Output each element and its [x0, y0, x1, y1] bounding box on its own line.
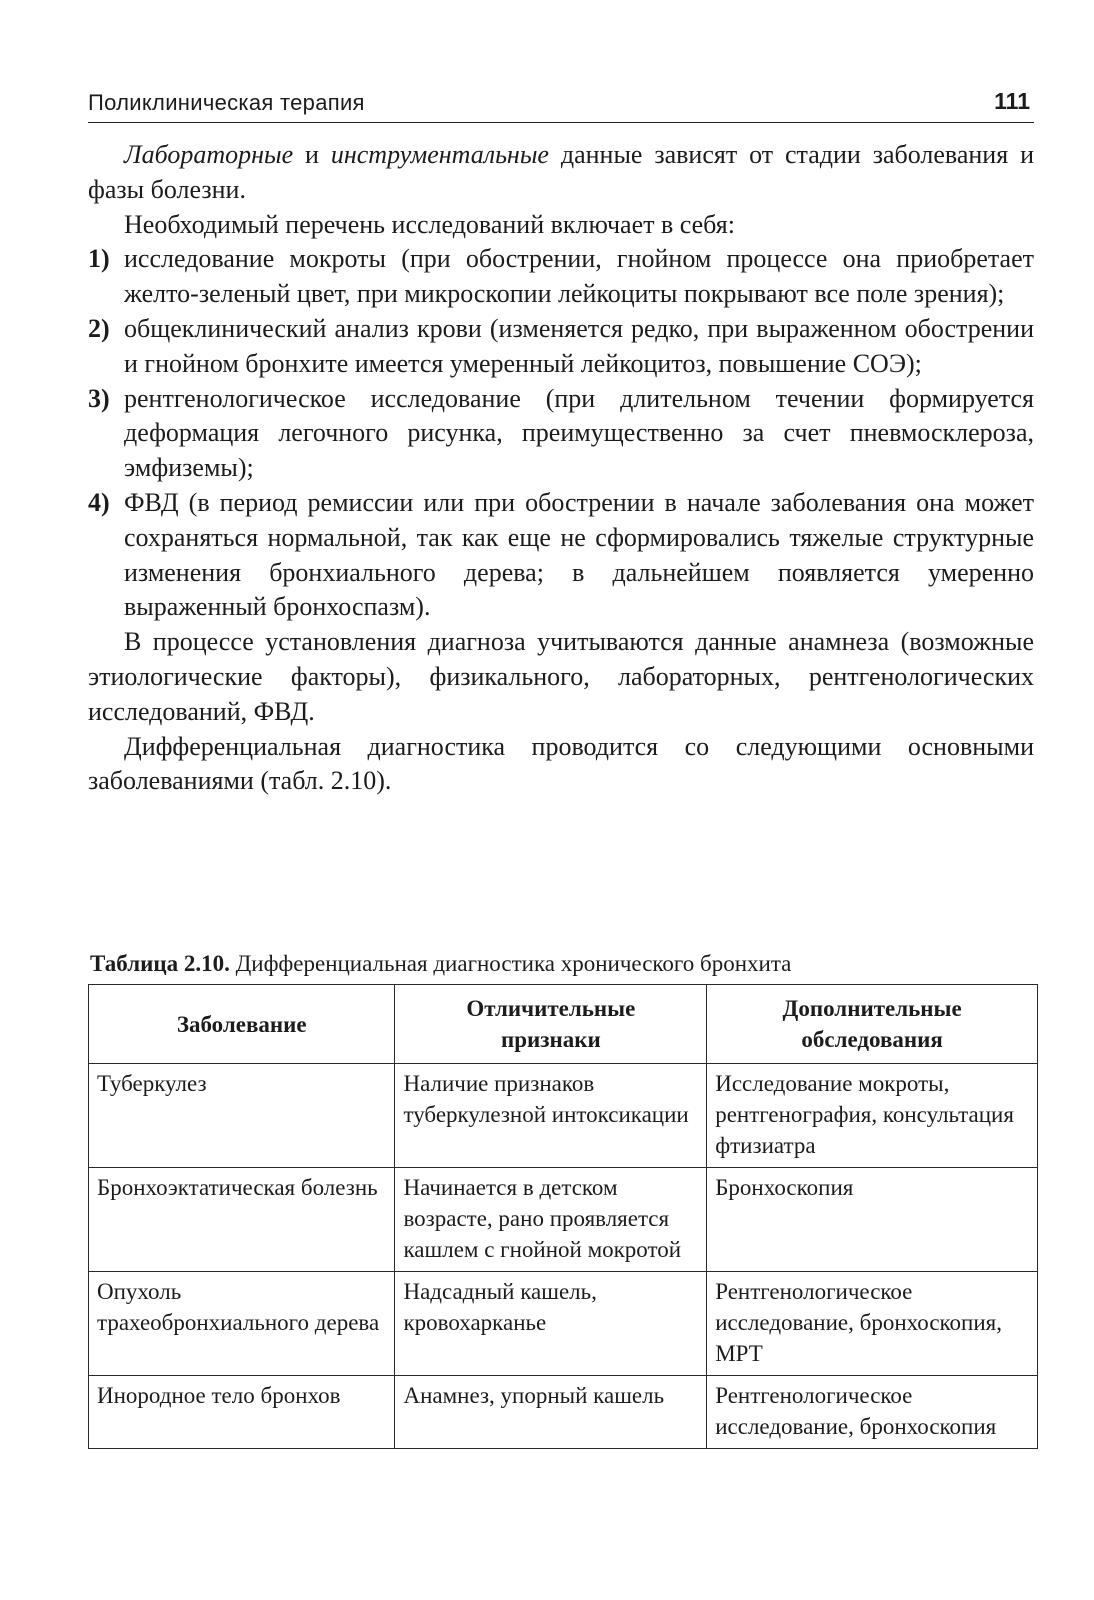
list-intro: Необходимый перечень исследований включает в себя:: [124, 209, 735, 239]
intro-and: и: [293, 140, 331, 169]
header-distinctive-signs: Отличительные признаки: [395, 985, 707, 1064]
disease-cell: Туберкулез: [89, 1064, 395, 1168]
running-title: Поликлиническая терапия: [88, 90, 365, 115]
intro-rest: данные зависят от стадии заболевания и фазы болезни.: [88, 140, 1034, 204]
table-row: [89, 1064, 1038, 1168]
signs-cell: Наличие признаков туберкулезной интоксикации: [395, 1064, 707, 1168]
investigation-list: [88, 242, 1034, 625]
table-row: [89, 1272, 1038, 1376]
disease-cell: Инородное тело бронхов: [89, 1376, 395, 1449]
differential-paragraph: Дифференциальная диагностика проводится со следующими основными заболеваниями (табл. 2.10).: [88, 731, 1034, 796]
exams-cell: Исследование мокроты, рентгенография, консультация фтизиатра: [707, 1064, 1038, 1168]
intro-italic-lab: Лабораторные: [124, 140, 294, 169]
list-text: рентгенологическое исследование (при длительном течении формируется деформация легочного рисунка, преимущественно за счет пневмосклероза, эмфиземы);: [124, 383, 1034, 483]
list-text: общеклинический анализ крови (изменяется редко, при выраженном обострении и гнойном бронхите имеется умеренный лейкоцитоз, повышение СОЭ);: [124, 313, 1034, 378]
intro-italic-instr: инструментальные: [330, 140, 549, 169]
list-number: 4): [88, 487, 110, 517]
exams-cell: Рентгенологическое исследование, бронхоскопия, МРТ: [707, 1272, 1038, 1376]
list-number: 3): [88, 383, 110, 413]
signs-cell: Анамнез, упорный кашель: [395, 1376, 707, 1449]
intro-paragraph: [88, 138, 1034, 208]
page-header: [88, 88, 1034, 123]
table-caption: [90, 950, 1034, 978]
list-item: [88, 382, 1034, 486]
table-row: [89, 1168, 1038, 1272]
body-text: [88, 138, 1034, 799]
header-additional-exams: Дополнительные обследования: [707, 985, 1038, 1064]
diagnosis-paragraph: В процессе установления диагноза учитываются данные анамнеза (возможные этиологические факторы), физикального, лабораторных, рентгенологических исследований, ФВД.: [88, 627, 1034, 726]
table-caption-label: Таблица 2.10.: [90, 951, 230, 976]
list-item: [88, 312, 1034, 382]
page-number: 111: [994, 88, 1030, 114]
list-number: 2): [88, 313, 110, 343]
exams-cell: Рентгенологическое исследование, бронхоскопия: [707, 1376, 1038, 1449]
disease-cell: Бронхоэктатическая болезнь: [89, 1168, 395, 1272]
list-text: исследование мокроты (при обострении, гнойном процессе она приобретает желто-зеленый цвет, при микроскопии лейкоциты покрывают все поле зрения);: [124, 244, 1034, 309]
table-caption-text: Дифференциальная диагностика хронического бронхита: [229, 951, 792, 976]
header-disease: Заболевание: [89, 985, 395, 1064]
list-number: 1): [88, 244, 110, 274]
signs-cell: Надсадный кашель, кровохарканье: [395, 1272, 707, 1376]
disease-cell: Опухоль трахеобронхиального дерева: [89, 1272, 395, 1376]
list-item: [88, 242, 1034, 312]
table-header-row: [89, 985, 1038, 1064]
list-item: [88, 486, 1034, 625]
exams-cell: Бронхоскопия: [707, 1168, 1038, 1272]
table-row: [89, 1376, 1038, 1449]
differential-diagnosis-table: [88, 984, 1038, 1449]
signs-cell: Начинается в детском возрасте, рано проявляется кашлем с гнойной мокротой: [395, 1168, 707, 1272]
list-text: ФВД (в период ремиссии или при обострении в начале заболевания она может сохраняться нормальной, так как еще не сформировались тяжелые структурные изменения бронхиального дерева; в дальнейшем появляется умеренно выраженный бронхоспазм).: [124, 487, 1034, 622]
